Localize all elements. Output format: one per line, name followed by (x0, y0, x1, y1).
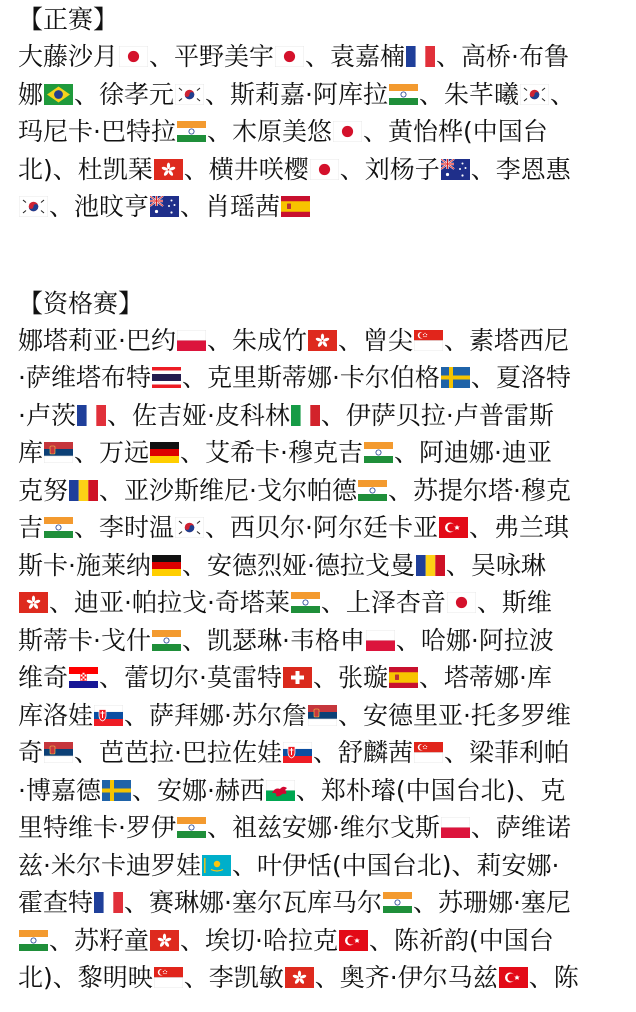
tr-flag-icon (499, 967, 528, 988)
section-main-draw (18, 2, 620, 226)
player-text: 、袁嘉楠 (305, 42, 406, 71)
text-line (18, 622, 620, 660)
kz-flag-icon (202, 855, 231, 876)
player-text: 、萨拜娜·苏尔詹 (124, 700, 307, 730)
player-text: 、祖兹安娜·维尔戈斯 (206, 813, 440, 842)
player-text: 、阿迪娜·迪亚 (393, 438, 552, 467)
qualifying-player-list (18, 322, 620, 997)
text-line (18, 434, 620, 472)
player-text: 、曾尖 (337, 325, 413, 355)
player-text: 霍查特 (18, 888, 94, 917)
fr-flag-icon (77, 405, 106, 426)
text-line (18, 113, 620, 151)
player-text: ·萨维塔布特 (18, 363, 151, 392)
text-line (18, 847, 620, 885)
jp-flag-icon (333, 121, 362, 142)
player-text: 维奇 (18, 663, 69, 692)
player-text: 、陈祈韵(中国台 (368, 925, 554, 955)
sg-flag-icon (414, 742, 443, 763)
hr-flag-icon (69, 667, 98, 688)
in-flag-icon (364, 442, 393, 463)
player-text: 、斯莉嘉·阿库拉 (205, 79, 388, 109)
player-text: 、伊萨贝拉·卢普雷斯 (320, 400, 554, 430)
es-flag-icon (281, 196, 310, 217)
player-text: 娜 (18, 79, 44, 109)
player-text: 库洛娃 (18, 700, 94, 730)
hk-flag-icon (154, 159, 183, 180)
player-text: 、迪亚·帕拉戈·奇塔莱 (49, 588, 290, 617)
player-text: 、李时温 (74, 513, 175, 542)
hk-flag-icon (19, 592, 48, 613)
player-text: 、亚沙斯维尼·戈尔帕德 (99, 475, 357, 505)
document-body (18, 0, 620, 997)
player-text: 、万远 (74, 438, 150, 467)
sk-flag-icon (283, 742, 312, 763)
section-qualifying (18, 286, 620, 997)
player-text: 、凯瑟琳·韦格申 (181, 625, 365, 655)
player-text: 、郑朴璿(中国台北)、克 (295, 775, 566, 805)
player-text: 奇 (18, 738, 44, 767)
player-text: 里特维卡·罗伊 (18, 813, 176, 842)
player-text: 、平野美宇 (149, 42, 275, 71)
text-line (18, 659, 620, 697)
jp-flag-icon (275, 46, 304, 67)
player-text: 、塔蒂娜·库 (418, 663, 552, 692)
section-title-main-draw: 【正赛】 (18, 5, 119, 34)
main-draw-player-list (18, 38, 620, 226)
in-flag-icon (152, 630, 181, 651)
au-flag-icon (441, 159, 470, 180)
player-text: 、李凯敏 (183, 963, 284, 992)
player-text: 、 (550, 79, 576, 109)
text-line (18, 76, 620, 114)
text-line (18, 959, 620, 997)
sg-flag-icon (154, 967, 183, 988)
text-line (18, 734, 620, 772)
au-flag-icon (150, 196, 179, 217)
text-line (18, 509, 620, 547)
player-text: 、艾希卡·穆克吉 (180, 438, 363, 467)
player-text: 玛尼卡·巴特拉 (18, 117, 176, 146)
in-flag-icon (44, 517, 73, 538)
player-text: ·卢茨 (18, 400, 76, 430)
player-text: 、上泽杏音 (320, 588, 446, 617)
sg-flag-icon (414, 330, 443, 351)
player-text: 、苏提尔塔·穆克 (387, 475, 571, 505)
in-flag-icon (291, 592, 320, 613)
player-text: ·博嘉德 (18, 775, 101, 805)
text-line (18, 697, 620, 735)
in-flag-icon (177, 817, 206, 838)
text-line (18, 322, 620, 360)
se-flag-icon (102, 780, 131, 801)
player-text: 、斯维 (476, 588, 552, 617)
text-line (18, 922, 620, 960)
text-line (18, 359, 620, 397)
player-text: 、刘杨子 (339, 154, 440, 184)
se-flag-icon (441, 367, 470, 388)
player-text: 、苏珊娜·塞尼 (412, 888, 571, 917)
jp-flag-icon (447, 592, 476, 613)
ro-flag-icon (416, 555, 445, 576)
player-text: 、朱成竹 (206, 325, 307, 355)
ro-flag-icon (69, 480, 98, 501)
sk-flag-icon (94, 705, 123, 726)
rs-flag-icon (44, 742, 73, 763)
player-text: 、木原美悠 (206, 117, 332, 146)
kr-flag-icon (175, 517, 204, 538)
in-flag-icon (383, 892, 412, 913)
in-flag-icon (177, 121, 206, 142)
player-text: 、李恩惠 (470, 154, 571, 184)
player-text: 、素塔西尼 (443, 325, 569, 355)
tr-flag-icon (439, 517, 468, 538)
es-flag-icon (389, 667, 418, 688)
rs-flag-icon (44, 442, 73, 463)
text-line (18, 188, 620, 226)
player-text: 、陈 (528, 963, 579, 992)
fr-flag-icon (94, 892, 123, 913)
jp-flag-icon (310, 159, 339, 180)
player-text: 、弗兰琪 (468, 513, 569, 542)
br-flag-icon (44, 84, 73, 105)
player-text: 、梁菲利帕 (443, 738, 569, 767)
player-text: 、叶伊恬(中国台北)、莉安娜· (231, 850, 560, 880)
in-flag-icon (19, 930, 48, 951)
th-flag-icon (152, 367, 181, 388)
de-flag-icon (152, 555, 181, 576)
player-text: 、朱芊曦 (418, 79, 519, 109)
player-text: 、安娜·赫西 (131, 775, 265, 805)
wales-flag-icon (266, 780, 295, 801)
text-line (18, 547, 620, 585)
text-line (18, 38, 620, 76)
player-text: 大藤沙月 (18, 42, 119, 71)
player-text: 、克里斯蒂娜·卡尔伯格 (181, 363, 440, 392)
player-text: 、舒麟茜 (312, 738, 413, 767)
player-text: 兹·米尔卡迪罗娃 (18, 850, 201, 880)
player-text: 、西贝尔·阿尔廷卡亚 (205, 513, 438, 542)
player-text: 、夏洛特 (470, 363, 571, 392)
text-line (18, 397, 620, 435)
player-text: 、张璇 (312, 663, 388, 692)
player-text: 、吴咏琳 (445, 550, 546, 580)
it-flag-icon (291, 405, 320, 426)
player-text: 、黄怡桦(中国台 (362, 117, 548, 146)
player-text: 、徐孝元 (74, 79, 175, 109)
text-line (18, 472, 620, 510)
player-text: 、佐吉娅·皮科林 (106, 400, 290, 430)
in-flag-icon (389, 84, 418, 105)
player-text: 、池旼亨 (49, 192, 150, 221)
player-text: 吉 (18, 513, 44, 542)
player-text: 、安德烈娅·德拉戈曼 (181, 550, 415, 580)
de-flag-icon (150, 442, 179, 463)
player-text: 、哈娜·阿拉波 (395, 625, 554, 655)
player-text: 斯卡·施莱纳 (18, 550, 151, 580)
player-text: 、埃切·哈拉克 (180, 925, 338, 955)
player-text: 、奥齐·伊尔马兹 (314, 963, 498, 992)
kr-flag-icon (19, 196, 48, 217)
player-text: 、赛琳娜·塞尔瓦库马尔 (124, 888, 382, 917)
text-line (18, 884, 620, 922)
kr-flag-icon (520, 84, 549, 105)
text-line (18, 772, 620, 810)
hk-flag-icon (150, 930, 179, 951)
ch-flag-icon (283, 667, 312, 688)
hk-flag-icon (308, 330, 337, 351)
pl-flag-icon (441, 817, 470, 838)
jp-flag-icon (119, 46, 148, 67)
text-line (18, 584, 620, 622)
player-text: 、芭芭拉·巴拉佐娃 (74, 738, 282, 767)
player-text: 库 (18, 438, 44, 467)
player-text: 斯蒂卡·戈什 (18, 625, 151, 655)
kr-flag-icon (175, 84, 204, 105)
text-line (18, 809, 620, 847)
player-text: 、安德里亚·托多罗维 (337, 700, 571, 730)
player-text: 、蕾切尔·莫雷特 (99, 663, 282, 692)
pl-flag-icon (177, 330, 206, 351)
text-line (18, 151, 620, 189)
player-text: 、肖瑶茜 (180, 192, 281, 221)
hk-flag-icon (285, 967, 314, 988)
in-flag-icon (358, 480, 387, 501)
player-text: 、横井咲樱 (183, 154, 309, 184)
tr-flag-icon (339, 930, 368, 951)
player-text: 北)、黎明映 (18, 963, 153, 992)
player-text: 、萨维诺 (470, 813, 571, 842)
player-text: 、高桥·布鲁 (436, 42, 569, 71)
player-text: 娜塔莉亚·巴约 (18, 325, 176, 355)
player-text: 北)、杜凯琹 (18, 154, 153, 184)
player-text: 克努 (18, 475, 69, 505)
rs-flag-icon (308, 705, 337, 726)
pl-flag-icon (366, 630, 395, 651)
player-text: 、苏籽童 (49, 925, 150, 955)
section-title-qualifying: 【资格赛】 (18, 288, 144, 318)
fr-flag-icon (406, 46, 435, 67)
